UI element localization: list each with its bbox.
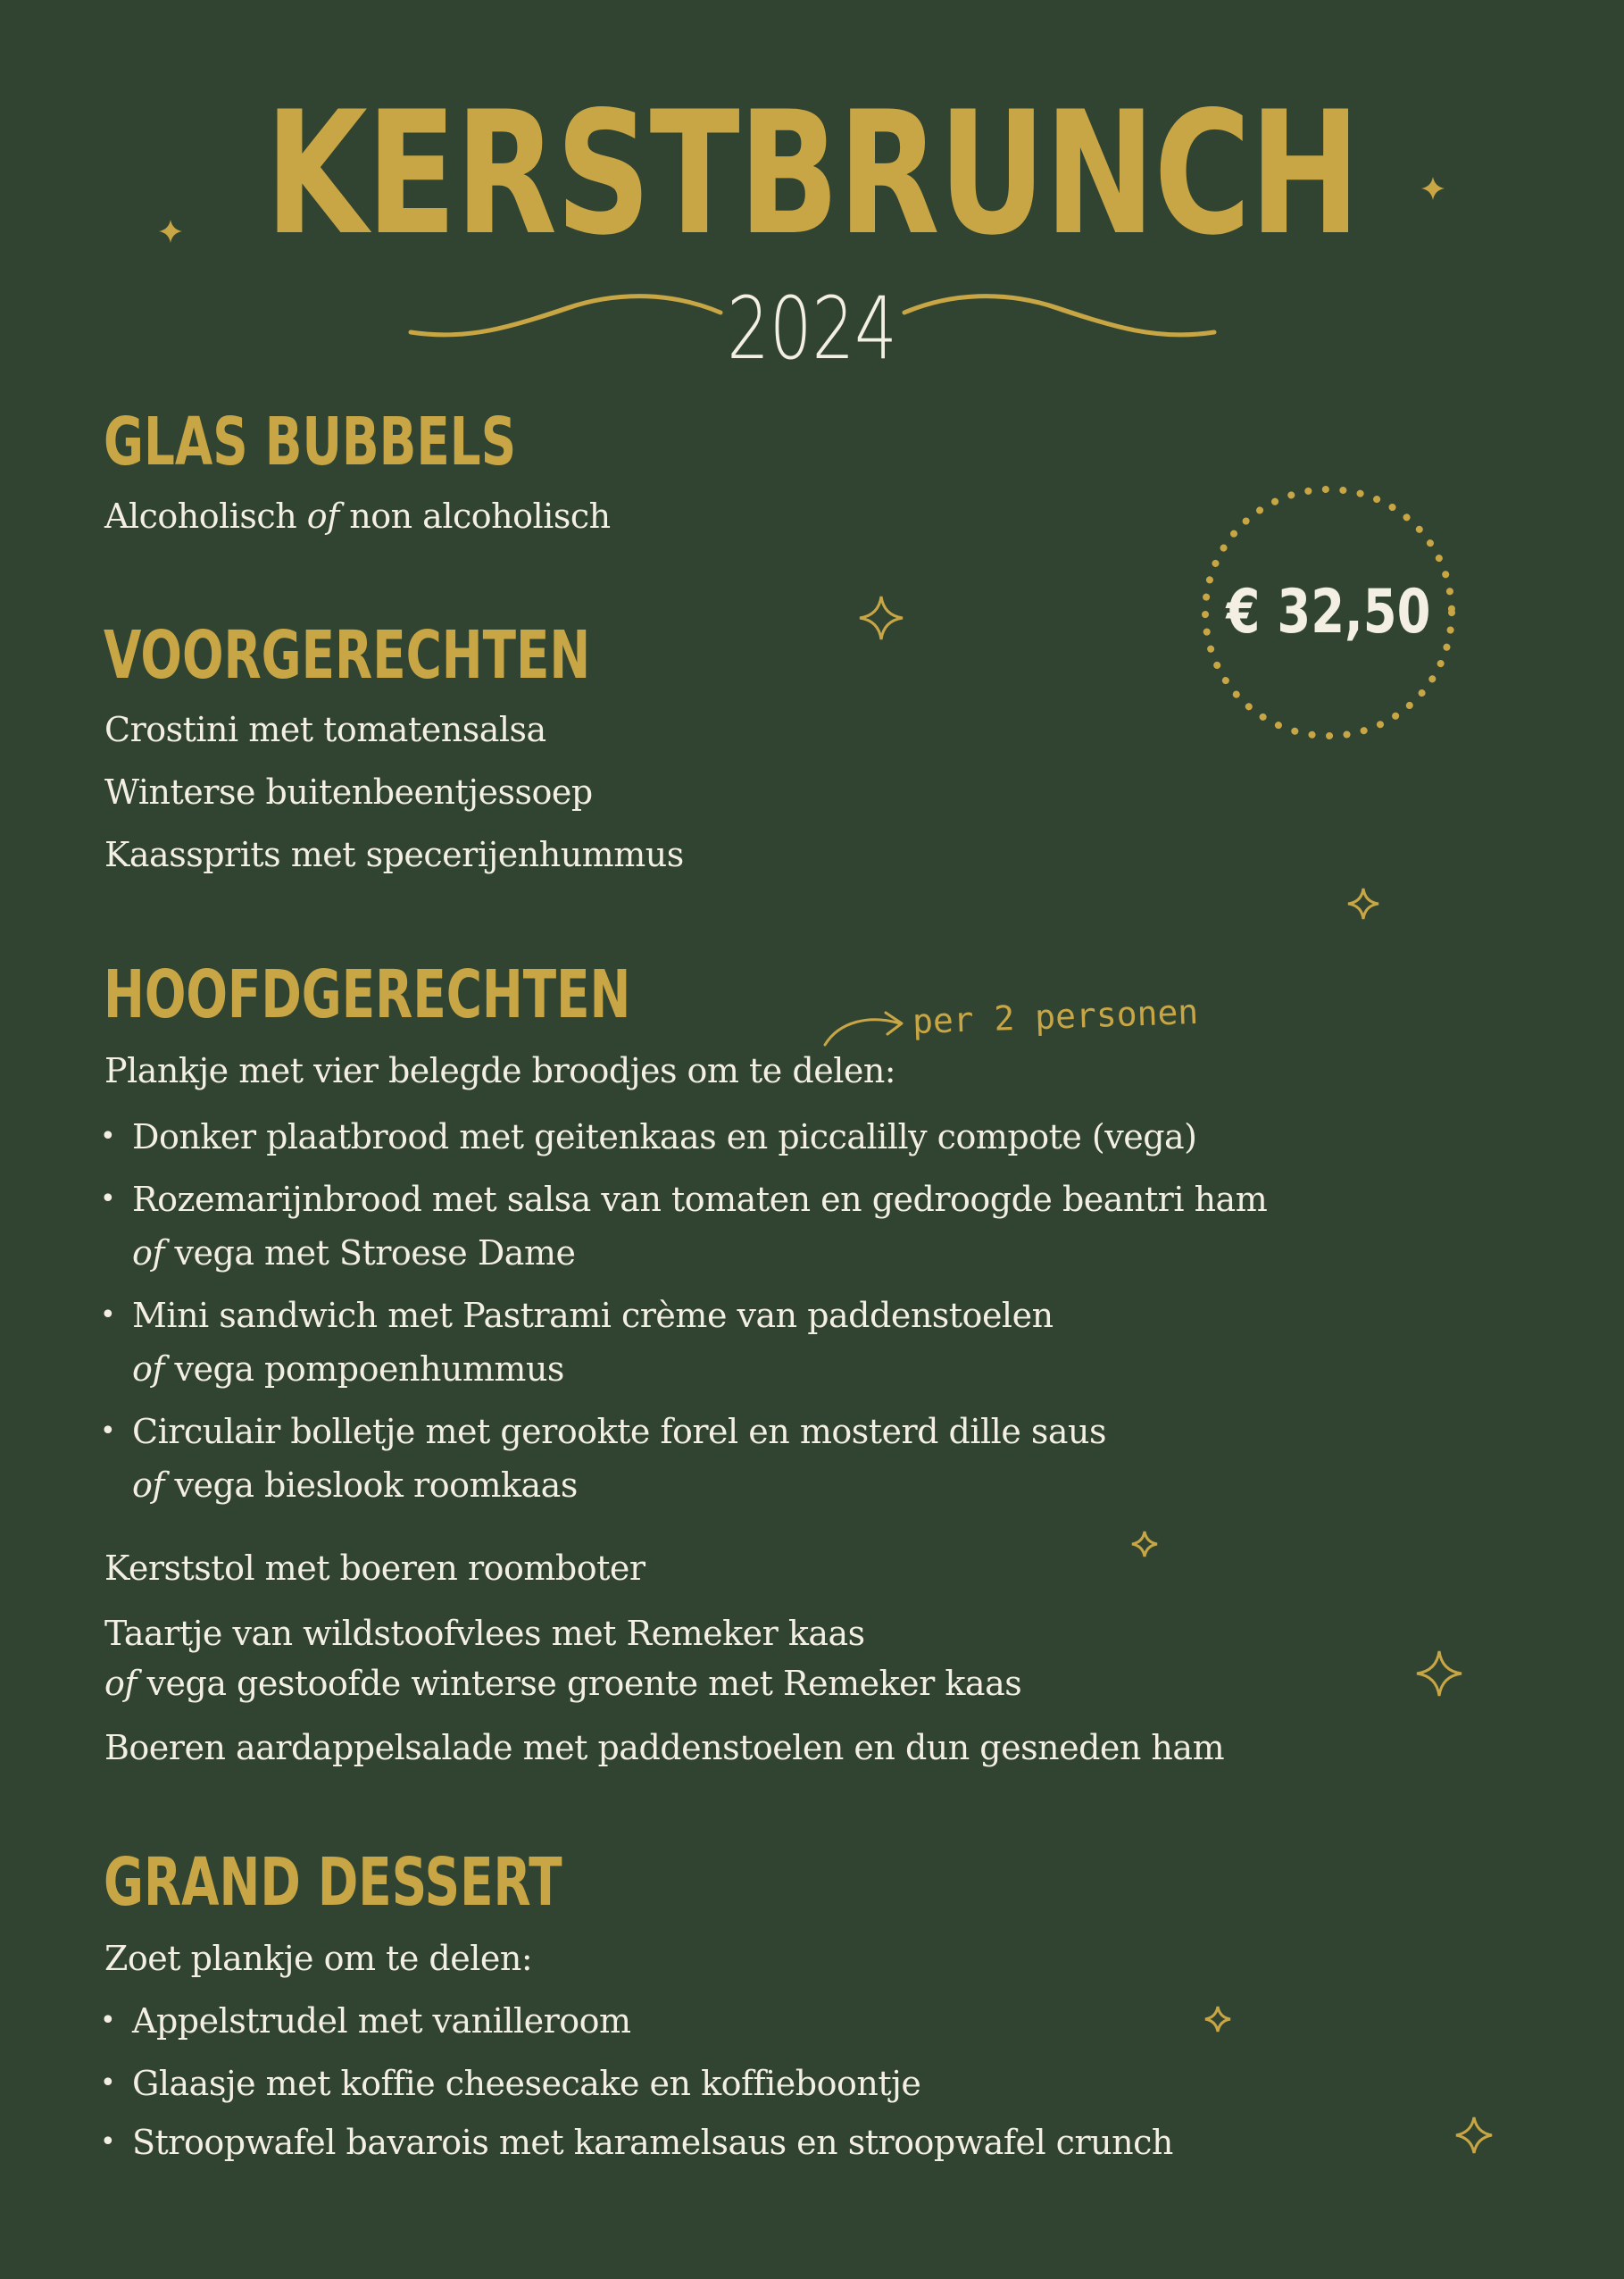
section-title-dessert: GRAND DESSERT (104, 1844, 562, 1921)
hoofdgerecht-bullet-alt (132, 1465, 578, 1506)
bullet-marker: • (100, 1415, 116, 1447)
sparkle-icon (857, 594, 905, 642)
bullet-marker: • (100, 2067, 116, 2099)
hoofdgerecht-extra-alt (104, 1663, 1021, 1704)
bubbels-or: of (306, 497, 339, 536)
bubbels-line-before: Alcoholisch (104, 497, 307, 536)
per-person-note: per 2 personen (912, 991, 1199, 1041)
arrow-icon (820, 1002, 909, 1052)
section-title-bubbels: GLAS BUBBELS (104, 404, 517, 480)
alt-text: vega met Stroese Dame (163, 1233, 576, 1273)
hoofdgerechten-intro: Plankje met vier belegde broodjes om te delen: (104, 1051, 896, 1090)
dessert-bullet: Appelstrudel met vanilleroom (132, 2001, 631, 2041)
alt-or: of (104, 1664, 137, 1703)
alt-or: of (132, 1349, 164, 1389)
bubbels-line (104, 496, 611, 537)
hoofdgerecht-extra: Boeren aardappelsalade met paddenstoelen en dun gesneden ham (104, 1728, 1225, 1767)
hoofdgerecht-bullet: Circulair bolletje met gerookte forel en mosterd dille saus (132, 1412, 1107, 1451)
section-title-voorgerechten: VOORGERECHTEN (104, 617, 591, 694)
dessert-bullet: Glaasje met koffie cheesecake en koffieboontje (132, 2064, 921, 2103)
sparkle-icon (1346, 887, 1380, 921)
alt-text: vega pompoenhummus (163, 1349, 564, 1389)
page-year: 2024 (727, 279, 897, 379)
alt-text: vega gestoofde winterse groente met Remeker kaas (136, 1664, 1022, 1703)
price-label: € 32,50 (1226, 577, 1431, 647)
price-badge (1196, 480, 1461, 745)
hoofdgerecht-bullet: Mini sandwich met Pastrami crème van paddenstoelen (132, 1296, 1054, 1335)
bullet-marker: • (100, 2005, 116, 2036)
sparkle-icon (1130, 1530, 1159, 1558)
hoofdgerecht-bullet-alt (132, 1348, 564, 1390)
voorgerecht-item: Crostini met tomatensalsa (104, 710, 546, 749)
year-row (0, 277, 1624, 379)
dessert-intro: Zoet plankje om te delen: (104, 1939, 533, 1978)
section-title-hoofdgerechten: HOOFDGERECHTEN (104, 956, 631, 1033)
sparkle-icon (1420, 175, 1446, 202)
hoofdgerecht-extra: Taartje van wildstoofvlees met Remeker kaas (104, 1614, 865, 1653)
swash-right-ornament (897, 286, 1219, 348)
voorgerecht-item: Kaassprits met specerijenhummus (104, 835, 684, 874)
dessert-bullet: Stroopwafel bavarois met karamelsaus en stroopwafel crunch (132, 2123, 1173, 2162)
alt-text: vega bieslook roomkaas (163, 1465, 578, 1505)
bullet-marker: • (100, 1121, 116, 1152)
hoofdgerecht-bullet: Donker plaatbrood met geitenkaas en piccalilly compote (vega) (132, 1117, 1197, 1156)
bullet-marker: • (100, 2126, 116, 2158)
voorgerecht-item: Winterse buitenbeentjessoep (104, 772, 593, 812)
alt-or: of (132, 1465, 164, 1505)
hoofdgerecht-bullet: Rozemarijnbrood met salsa van tomaten en gedroogde beantri ham (132, 1180, 1268, 1219)
sparkle-icon (1203, 2005, 1232, 2033)
sparkle-icon (1414, 1649, 1464, 1699)
hoofdgerecht-bullet-alt (132, 1232, 575, 1273)
hoofdgerecht-extra: Kerststol met boeren roomboter (104, 1549, 645, 1588)
bullet-marker: • (100, 1183, 116, 1215)
alt-or: of (132, 1233, 164, 1273)
sparkle-icon (1453, 2115, 1495, 2156)
bullet-marker: • (100, 1299, 116, 1331)
bubbels-line-after: non alcoholisch (338, 497, 611, 536)
sparkle-icon (157, 218, 184, 245)
page-title: KERSTBRUNCH (264, 75, 1360, 272)
